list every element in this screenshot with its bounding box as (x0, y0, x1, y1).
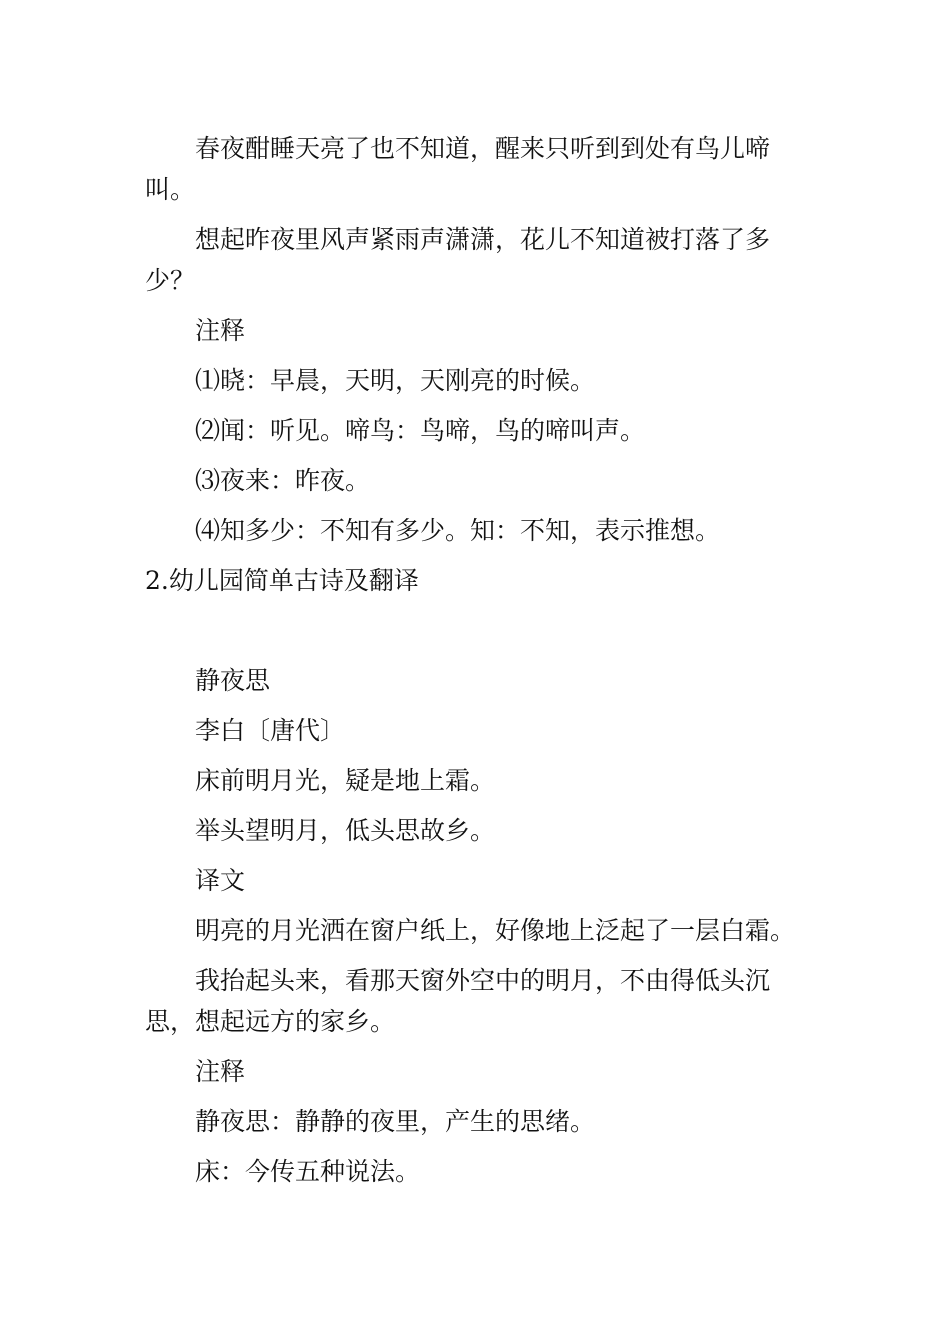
note-item: 静夜思：静静的夜里，产生的思绪。 (195, 1107, 596, 1136)
poem-author: 李白〔唐代〕 (195, 716, 346, 745)
notes-label: 注释 (195, 316, 246, 345)
blank-line (145, 610, 810, 660)
poem-title: 静夜思 (195, 666, 271, 695)
note-item: ⑵闻：听见。啼鸟：鸟啼，鸟的啼叫声。 (195, 416, 646, 445)
poem-line: 床前明月光，疑是地上霜。 (195, 766, 496, 795)
note-item: ⑴晓：早晨，天明，天刚亮的时候。 (195, 366, 596, 395)
document-body (145, 128, 810, 1201)
translation-paragraph: 想起昨夜里风声紧雨声潇潇，花儿不知道被打落了多少？ (145, 225, 771, 295)
note-item: ⑷知多少：不知有多少。知：不知，表示推想。 (195, 516, 721, 545)
translation-label: 译文 (195, 866, 246, 895)
note-item: ⑶夜来：昨夜。 (195, 466, 371, 495)
translation-paragraph: 我抬起头来，看那天窗外空中的明月，不由得低头沉思，想起远方的家乡。 (145, 966, 771, 1036)
section-heading: 2.幼儿园简单古诗及翻译 (145, 566, 419, 595)
translation-paragraph: 明亮的月光洒在窗户纸上，好像地上泛起了一层白霜。 (195, 916, 796, 945)
notes-label: 注释 (195, 1057, 246, 1086)
poem-line: 举头望明月，低头思故乡。 (195, 816, 496, 845)
note-item: 床：今传五种说法。 (195, 1157, 421, 1186)
translation-paragraph: 春夜酣睡天亮了也不知道，醒来只听到到处有鸟儿啼叫。 (145, 134, 771, 204)
